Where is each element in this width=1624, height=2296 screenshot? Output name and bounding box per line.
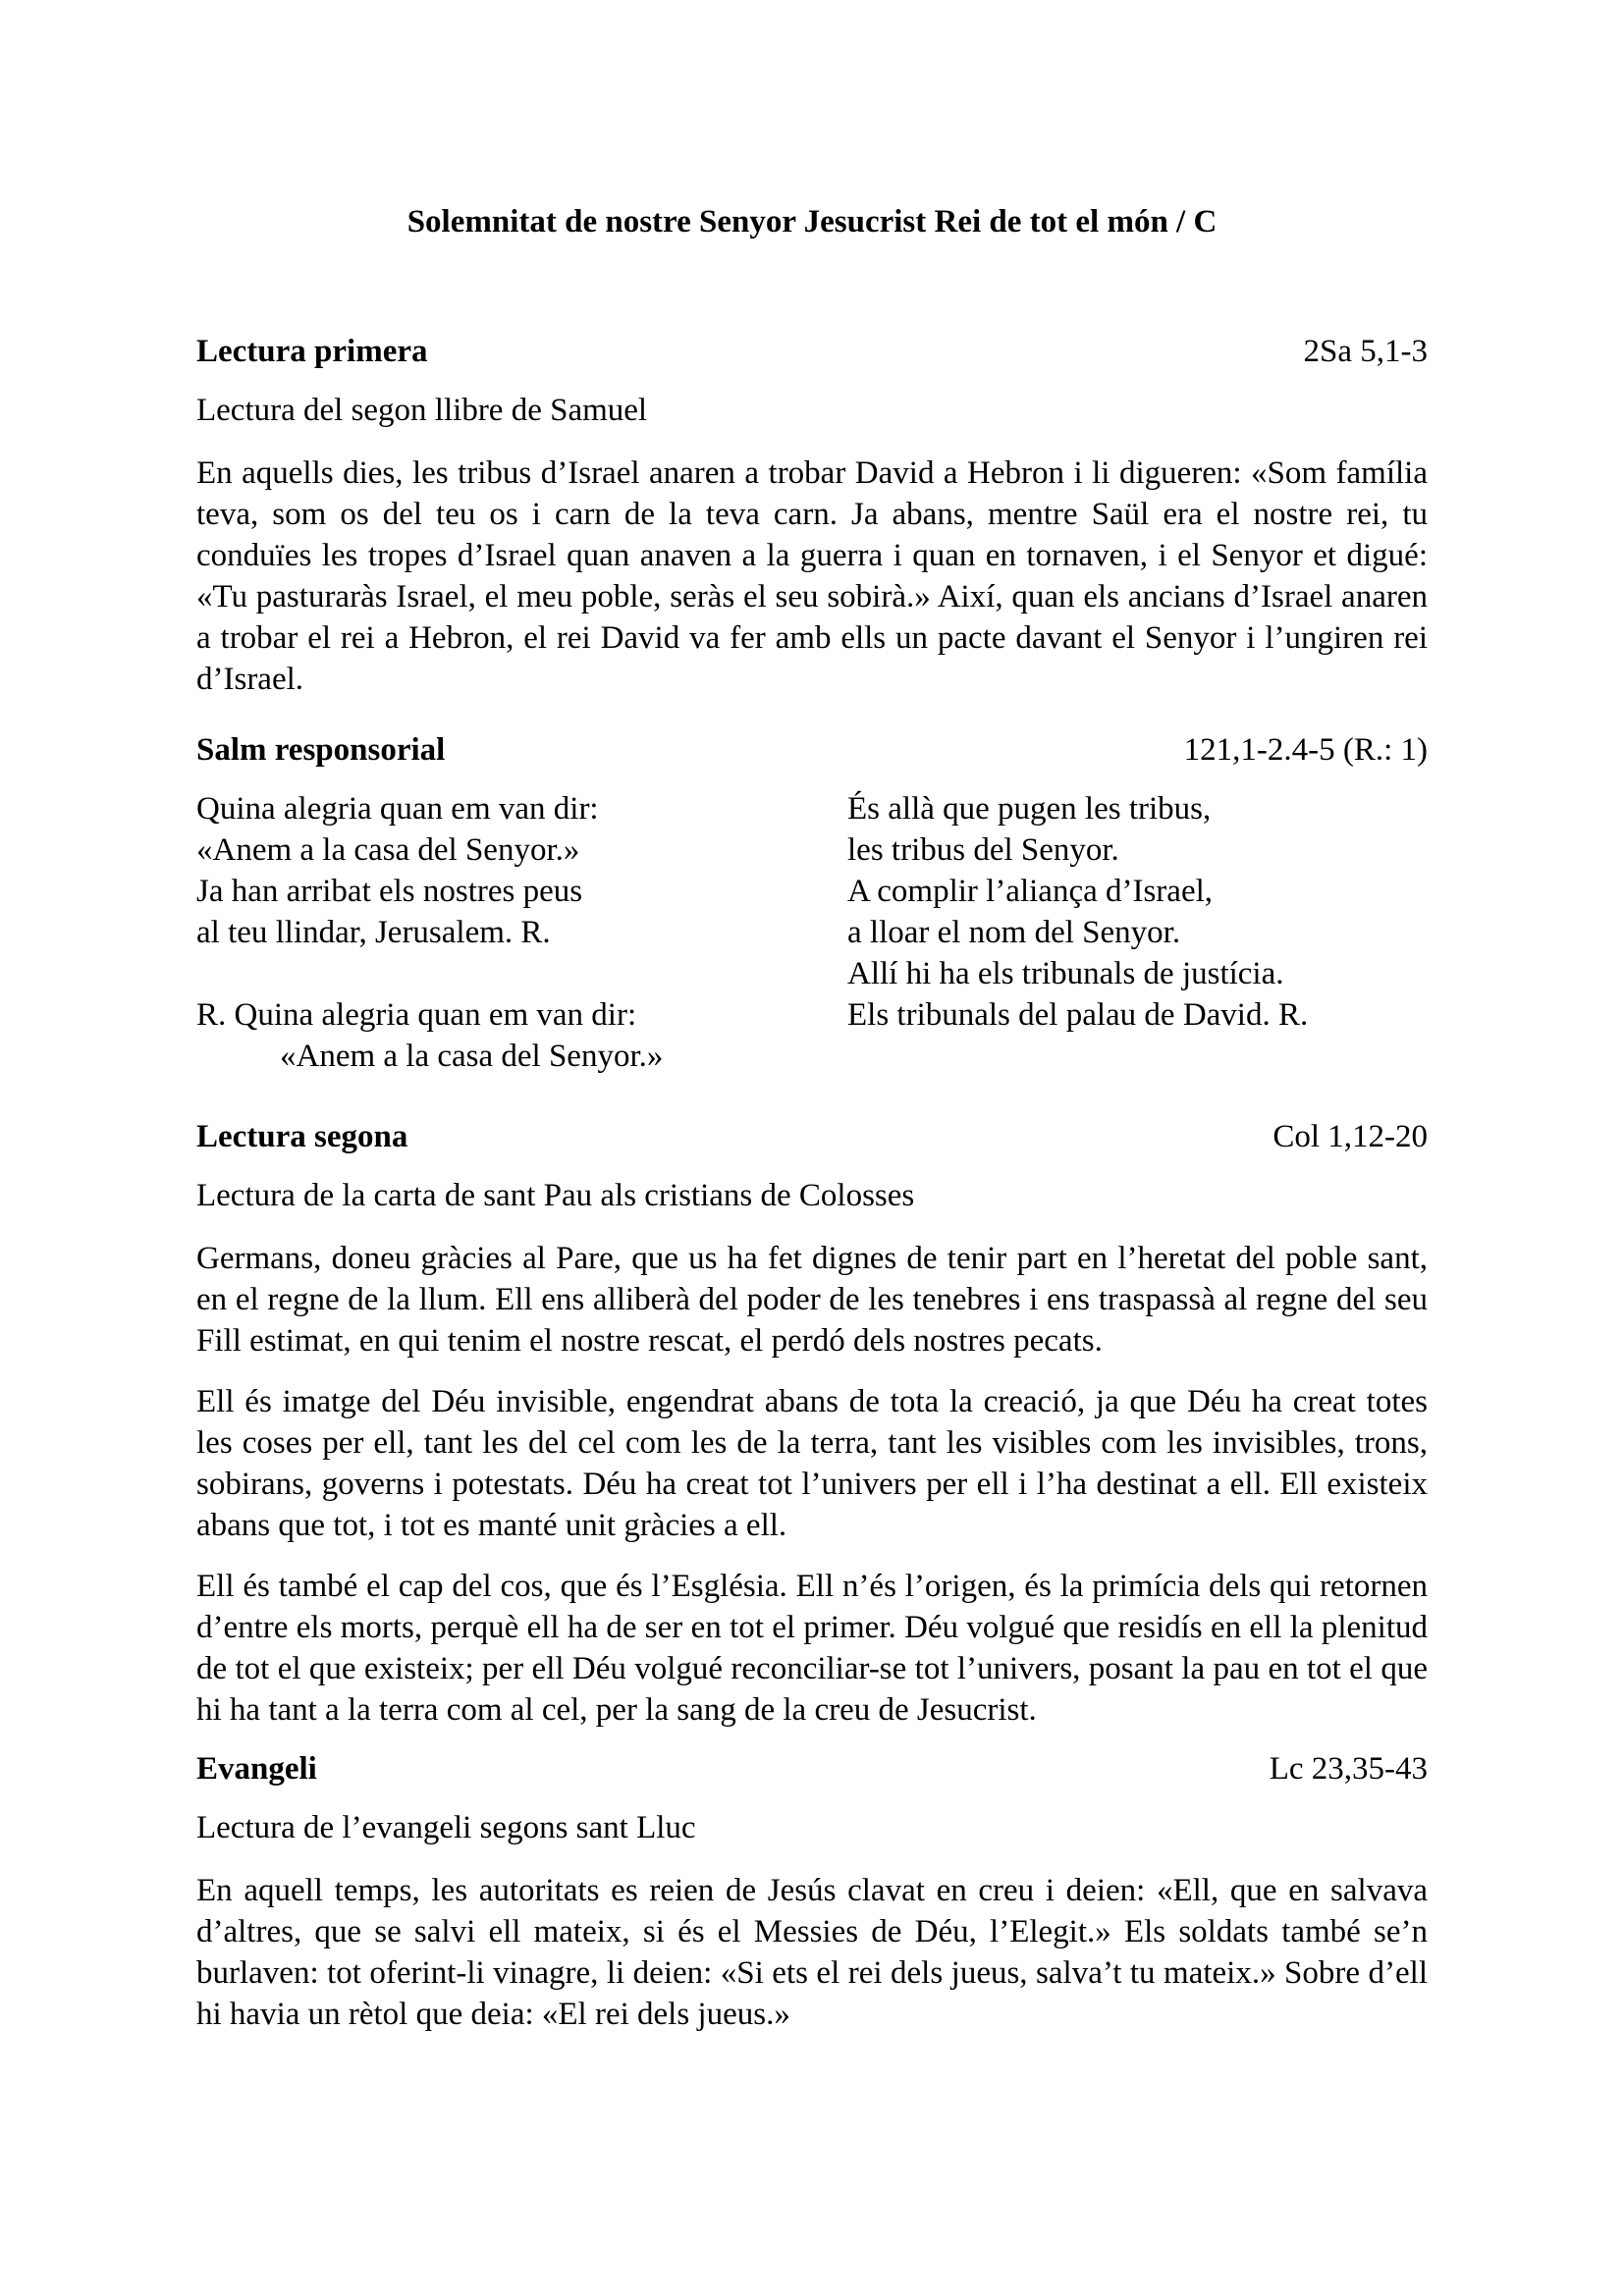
psalm-reference: 121,1-2.4-5 (R.: 1) — [1183, 732, 1428, 768]
second-reading-paragraph: Ell és imatge del Déu invisible, engendrat abans de tota la creació, ja que Déu ha creat totes les coses per ell, tant les del cel com les de la terra, tant les visibles com les invisibles, trons, sobirans, governs i potestats. Déu ha creat tot l’univers per ell i l’ha destinat a ell. Ell existeix abans que tot, i tot es manté unit gràcies a ell. — [196, 1384, 1428, 1543]
second-reading-paragraph: Ell és també el cap del cos, que és l’Església. Ell n’és l’origen, és la primícia dels qui retornen d’entre els morts, perquè ell ha de ser en tot el primer. Déu volgué que residís en ell la plenitud de tot el que existeix; per ell Déu volgué reconciliar-se tot l’univers, posant la pau en tot el que hi ha tant a la terra com al cel, per la sang de la creu de Jesucrist. — [196, 1569, 1428, 1728]
second-reading-source-line: Lectura de la carta de sant Pau als cristians de Colosses — [196, 1178, 915, 1213]
psalm-left-column — [196, 788, 847, 1077]
gospel-source-line: Lectura de l’evangeli segons sant Lluc — [196, 1810, 696, 1845]
first-reading-heading: Lectura primera — [196, 334, 428, 369]
psalm-line: A complir l’aliança d’Israel, — [847, 874, 1214, 909]
psalm-heading: Salm responsorial — [196, 732, 446, 768]
second-reading-heading: Lectura segona — [196, 1119, 408, 1154]
psalm-line: Quina alegria quan em van dir: — [196, 791, 599, 827]
psalm-line: al teu llindar, Jerusalem. R. — [196, 915, 551, 950]
psalm-line: Ja han arribat els nostres peus — [196, 874, 583, 909]
gospel-reference: Lc 23,35-43 — [1269, 1751, 1428, 1787]
psalm-columns — [196, 788, 1428, 1077]
second-reading-header — [196, 1116, 1428, 1157]
first-reading-paragraph: En aquells dies, les tribus d’Israel anaren a trobar David a Hebron i li digueren: «Som família teva, som os del teu os i carn de la teva carn. Ja abans, mentre Saül era el nostre rei, tu conduïes les tropes d’Israel quan anaven a la guerra i quan en tornaven, i el Senyor et digué: «Tu pasturaràs Israel, el meu poble, seràs el seu sobirà.» Així, quan els ancians d’Israel anaren a trobar el rei a Hebron, el rei David va fer amb ells un pacte davant el Senyor i l’ungiren rei d’Israel. — [196, 455, 1428, 697]
psalm-line: R. Quina alegria quan em van dir: — [196, 997, 637, 1033]
first-reading-source-line: Lectura del segon llibre de Samuel — [196, 393, 648, 428]
psalm-line: Els tribunals del palau de David. R. — [847, 997, 1309, 1033]
gospel-paragraph: En aquell temps, les autoritats es reien de Jesús clavat en creu i deien: «Ell, que en salvava d’altres, que se salvi ell mateix, si és el Messies de Déu, l’Elegit.» Els soldats també se’n burlaven: tot oferint-li vinagre, li deien: «Si ets el rei dels jueus, salva’t tu mateix.» Sobre d’ell hi havia un rètol que deia: «El rei dels jueus.» — [196, 1873, 1428, 2032]
gospel-heading: Evangeli — [196, 1751, 317, 1787]
first-reading-header — [196, 331, 1428, 372]
psalm-section — [196, 729, 1428, 1077]
psalm-line: «Anem a la casa del Senyor.» — [196, 832, 580, 868]
second-reading-section — [196, 1116, 1428, 1731]
psalm-header — [196, 729, 1428, 771]
psalm-line: les tribus del Senyor. — [847, 832, 1119, 868]
second-reading-paragraph: Germans, doneu gràcies al Pare, que us ha fet dignes de tenir part en l’heretat del poble sant, en el regne de la llum. Ell ens alliberà del poder de les tenebres i ens traspassà al regne del seu Fill estimat, en qui tenim el nostre rescat, el perdó dels nostres pecats. — [196, 1241, 1428, 1359]
psalm-right-column — [847, 788, 1428, 1077]
psalm-line: a lloar el nom del Senyor. — [847, 915, 1181, 950]
psalm-line: Allí hi ha els tribunals de justícia. — [847, 956, 1284, 991]
psalm-line: És allà que pugen les tribus, — [847, 791, 1212, 827]
first-reading-section — [196, 331, 1428, 700]
psalm-blank-line — [196, 953, 847, 994]
psalm-line: «Anem a la casa del Senyor.» — [280, 1039, 664, 1074]
first-reading-reference: 2Sa 5,1-3 — [1303, 334, 1428, 369]
page-title: Solemnitat de nostre Senyor Jesucrist Rei de tot el món / C — [406, 204, 1218, 240]
gospel-header — [196, 1748, 1428, 1789]
second-reading-reference: Col 1,12-20 — [1272, 1119, 1428, 1154]
gospel-section — [196, 1748, 1428, 2035]
